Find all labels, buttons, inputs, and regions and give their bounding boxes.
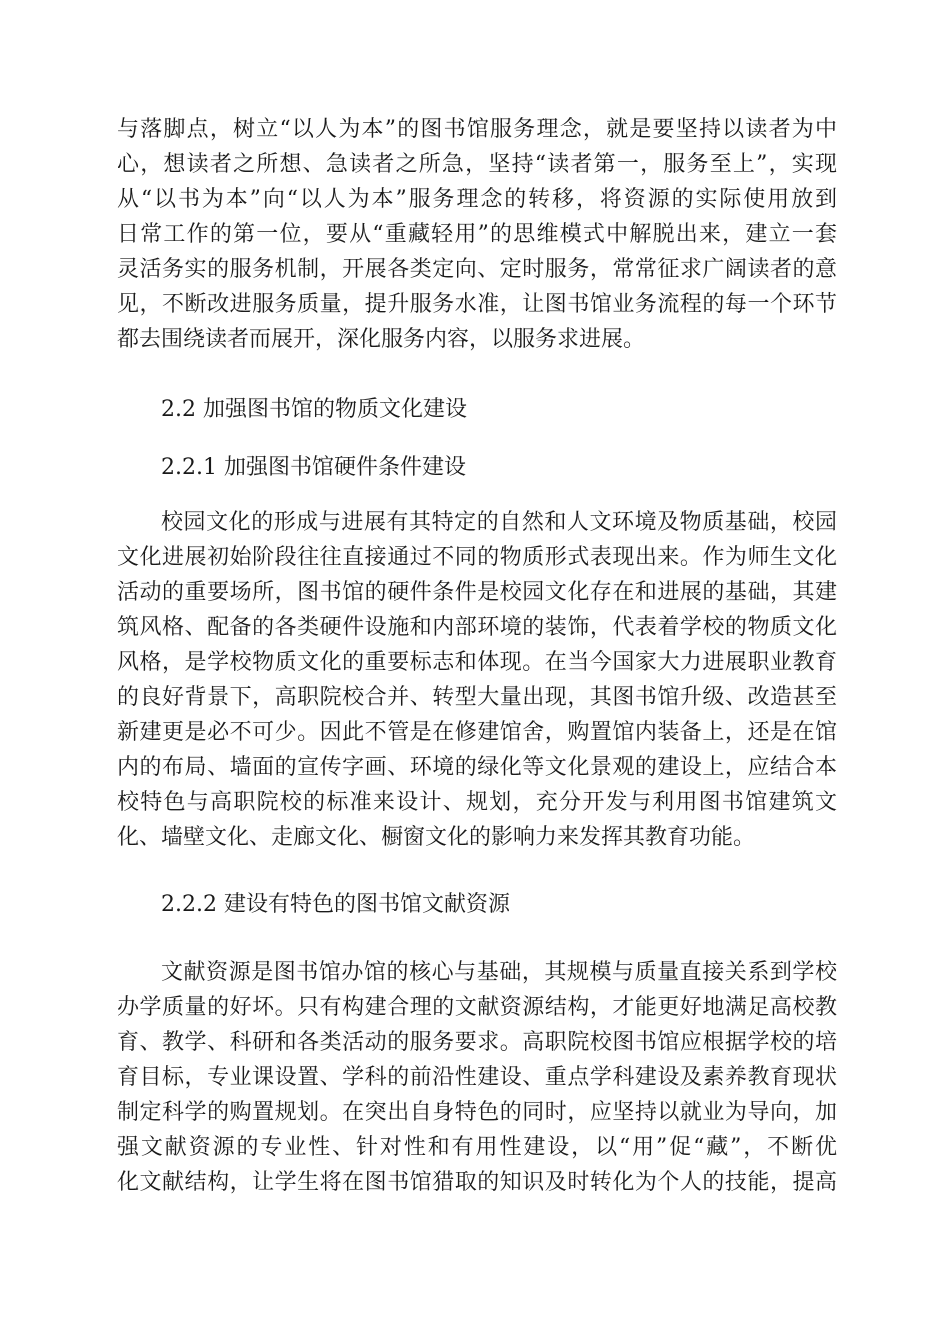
paragraph-line: 制定科学的购置规划。在突出自身特色的同时，应坚持以就业为导向，加	[117, 1100, 837, 1125]
paragraph-line: 灵活务实的服务机制，开展各类定向、定时服务，常常征求广阔读者的意	[117, 257, 837, 282]
paragraph-line: 校特色与高职院校的标准来设计、规划，充分开发与利用图书馆建筑文	[117, 790, 837, 815]
paragraph-line: 化文献结构，让学生将在图书馆猎取的知识及时转化为个人的技能，提高	[117, 1170, 837, 1195]
paragraph-line: 新建更是必不可少。因此不管是在修建馆舍，购置馆内装备上，还是在馆	[117, 720, 837, 745]
paragraph-line: 育目标，专业课设置、学科的前沿性建设、重点学科建设及素养教育现状	[117, 1065, 837, 1090]
paragraph-line: 强文献资源的专业性、针对性和有用性建设，以“用”促“藏”，不断优	[117, 1135, 837, 1160]
paragraph-line: 日常工作的第一位，要从“重藏轻用”的思维模式中解脱出来，建立一套	[117, 222, 837, 247]
paragraph-line: 内的布局、墙面的宣传字画、环境的绿化等文化景观的建设上，应结合本	[117, 755, 837, 780]
paragraph-line: 办学质量的好坏。只有构建合理的文献资源结构，才能更好地满足高校教	[117, 995, 837, 1020]
paragraph-line: 都去围绕读者而展开，深化服务内容，以服务求进展。	[117, 327, 646, 352]
paragraph-line: 心，想读者之所想、急读者之所急，坚持“读者第一，服务至上”，实现	[117, 152, 837, 177]
paragraph-line: 见，不断改进服务质量，提升服务水准，让图书馆业务流程的每一个环节	[117, 292, 837, 317]
paragraph-line: 活动的重要场所，图书馆的硬件条件是校园文化存在和进展的基础，其建	[117, 580, 837, 605]
subsection-heading: 2.2.1 加强图书馆硬件条件建设	[161, 455, 466, 480]
paragraph-line: 风格，是学校物质文化的重要标志和体现。在当今国家大力进展职业教育	[117, 650, 837, 675]
paragraph-line: 文化进展初始阶段往往直接通过不同的物质形式表现出来。作为师生文化	[117, 545, 837, 570]
paragraph-line: 校园文化的形成与进展有其特定的自然和人文环境及物质基础，校园	[161, 510, 837, 535]
paragraph-line: 与落脚点，树立“以人为本”的图书馆服务理念，就是要坚持以读者为中	[117, 117, 837, 142]
paragraph-line: 筑风格、配备的各类硬件设施和内部环境的装饰，代表着学校的物质文化	[117, 615, 837, 640]
paragraph-line: 的良好背景下，高职院校合并、转型大量出现，其图书馆升级、改造甚至	[117, 685, 837, 710]
paragraph-line: 育、教学、科研和各类活动的服务要求。高职院校图书馆应根据学校的培	[117, 1030, 837, 1055]
section-heading: 2.2 加强图书馆的物质文化建设	[161, 397, 467, 422]
paragraph-line: 化、墙壁文化、走廊文化、橱窗文化的影响力来发挥其教育功能。	[117, 825, 756, 850]
paragraph-line: 文献资源是图书馆办馆的核心与基础，其规模与质量直接关系到学校	[161, 960, 837, 985]
subsection-heading: 2.2.2 建设有特色的图书馆文献资源	[161, 892, 510, 917]
paragraph-line: 从“以书为本”向“以人为本”服务理念的转移，将资源的实际使用放到	[117, 187, 837, 212]
